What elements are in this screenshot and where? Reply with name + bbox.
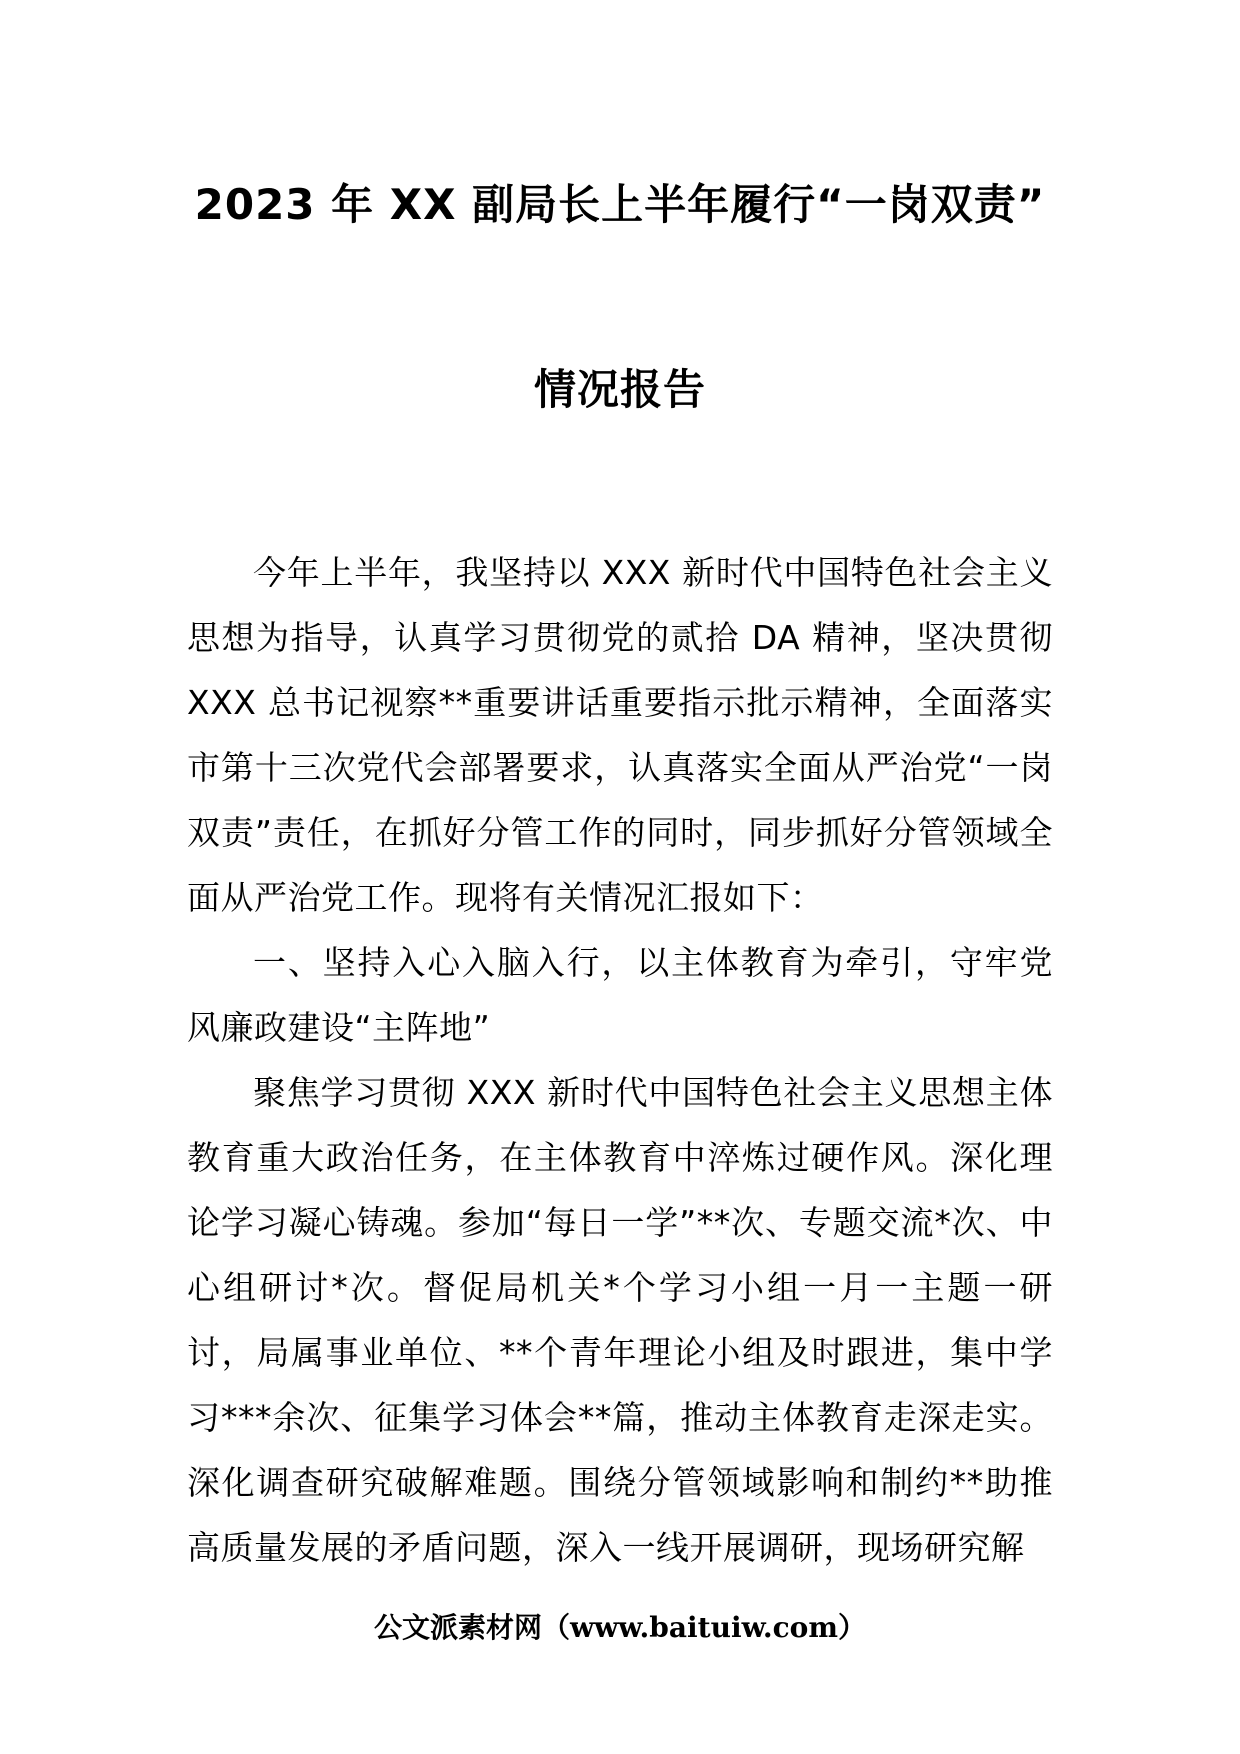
document-body (187, 540, 1053, 1580)
footer-url: （www.baituiw.com） (542, 1611, 866, 1644)
document-title-line-1: 2023 年 XX 副局长上半年履行“一岗双责” (194, 180, 1046, 229)
body-paragraph-section-1: 聚焦学习贯彻 XXX 新时代中国特色社会主义思想主体教育重大政治任务，在主体教育中淬炼过硬作风。深化理论学习凝心铸魂。参加“每日一学”**次、专题交流*次、中心组研讨*次。督促局机关*个学习小组一月一主题一研讨，局属事业单位、**个青年理论小组及时跟进，集中学习***余次、征集学习体会**篇，推动主体教育走深走实。深化调查研究破解难题。围绕分管领域影响和制约**助推高质量发展的矛盾问题，深入一线开展调研，现场研究解 (187, 1073, 1053, 1567)
footer-watermark (0, 1608, 1240, 1648)
footer-site-name: 公文派素材网 (374, 1611, 543, 1644)
section-heading-1: 一、坚持入心入脑入行，以主体教育为牵引，守牢党风廉政建设“主阵地” (187, 943, 1053, 1047)
document-title-line-2: 情况报告 (533, 365, 706, 414)
body-paragraph-intro: 今年上半年，我坚持以 XXX 新时代中国特色社会主义思想为指导，认真学习贯彻党的贰拾 DA 精神，坚决贯彻 XXX 总书记视察**重要讲话重要指示批示精神，全面落实市第十三次党代会部署要求，认真落实全面从严治党“一岗双责”责任，在抓好分管工作的同时，同步抓好分管领域全面从严治党工作。现将有关情况汇报如下： (187, 553, 1053, 917)
